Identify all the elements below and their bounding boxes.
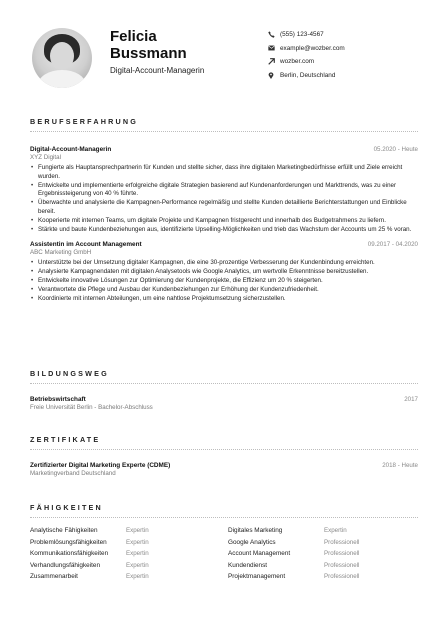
certificates-section <box>30 435 418 477</box>
skill-level: Expertin <box>126 527 149 534</box>
skill-name: Kundendienst <box>228 561 268 569</box>
education-entry <box>30 396 418 411</box>
experience-section <box>30 117 418 303</box>
contact-block <box>268 28 438 82</box>
location-pin-icon <box>268 72 280 79</box>
contact-location <box>268 69 438 82</box>
skill-name: Analytische Fähigkeiten <box>30 527 98 534</box>
bullet-list <box>30 164 418 234</box>
bullet-list <box>30 259 418 303</box>
skill-name: Problemlösungsfähigkeiten <box>30 538 107 546</box>
section-title: BERUFSERFAHRUNG <box>30 117 139 126</box>
entry-dates: 2017 <box>404 396 418 403</box>
bullet-item: • Entwickelte und implementierte erfolgreiche digitale Strategien basierend auf Kundenanforderungen und Markttrends, was zu einer Ergebnissteigerung von 40 % führte. <box>30 182 418 200</box>
section-title: FÄHIGKEITEN <box>30 503 103 512</box>
skill-name: Kommunikationsfähigkeiten <box>30 550 109 558</box>
certificate-entry <box>30 462 418 477</box>
section-divider <box>30 449 418 450</box>
entry-title: Assistentin im Account Management <box>30 241 142 249</box>
skill-name: Zusammenarbeit <box>30 573 78 581</box>
entry-title: Digital-Account-Managerin <box>30 146 112 153</box>
skill-level: Expertin <box>126 550 149 558</box>
profile-photo <box>32 28 92 88</box>
bullet-item: • Analysierte Kampagnendaten mit digitalen Analysetools wie Google Analytics, um wertvolle Erkenntnisse bereitzustellen. <box>30 268 418 277</box>
section-title: ZERTIFIKATE <box>30 435 101 444</box>
skill-name: Verhandlungsfähigkeiten <box>30 561 100 569</box>
entry-dates: 2018 - Heute <box>382 462 418 469</box>
link-icon <box>268 58 280 65</box>
skill-name: Projektmanagement <box>228 573 286 581</box>
education-section <box>30 369 418 411</box>
phone-text: (555) 123-4567 <box>280 31 324 38</box>
first-name: Felicia <box>110 28 157 45</box>
contact-phone <box>268 28 438 41</box>
phone-icon <box>268 31 280 38</box>
skill-level: Expertin <box>324 527 347 534</box>
entry-dates: 09.2017 - 04.2020 <box>367 241 418 249</box>
bullet-item: • Koordinierte mit internen Abteilungen, um eine nahtlose Projektumsetzung sicherzustellen. <box>30 295 418 304</box>
location-text: Berlin, Deutschland <box>280 71 336 79</box>
bullet-item: • Kooperierte mit internen Teams, um digitale Projekte und Kampagnen fristgerecht und innerhalb des Budgetrahmens zu liefern. <box>30 217 418 226</box>
entry-title: Betriebswirtschaft <box>30 396 86 403</box>
entry-issuer: Marketingverband Deutschland <box>30 470 116 477</box>
skill-name: Google Analytics <box>228 538 276 546</box>
skills-section <box>30 503 418 580</box>
bullet-item: • Verantwortete die Pflege und Ausbau der Kundenbeziehungen zur Erhöhung der Kundenzufriedenheit. <box>30 286 418 295</box>
skill-name: Account Management <box>228 550 291 558</box>
entry-company: ABC Marketing GmbH <box>30 249 92 257</box>
entry-institution: Freie Universität Berlin - Bachelor-Abschluss <box>30 404 153 411</box>
email-link[interactable]: example@wozber.com <box>280 44 345 52</box>
skill-level: Professionell <box>324 538 360 546</box>
skill-name: Digitales Marketing <box>228 527 283 534</box>
entry-company: XYZ Digital <box>30 154 61 161</box>
bullet-item: • Stärkte und baute Kundenbeziehungen aus, identifizierte Upselling-Möglichkeiten und trieb das Wachstum der Accounts um 25 % voran. <box>30 226 418 235</box>
skill-level: Professionell <box>324 573 360 581</box>
bullet-item: • Fungierte als Hauptansprechpartnerin für Kunden und stellte sicher, dass ihre digitalen Marketingbedürfnisse erfüllt und Ziele erreicht wurden. <box>30 164 418 182</box>
contact-website <box>268 55 438 68</box>
section-divider <box>30 383 418 384</box>
section-divider <box>30 517 418 518</box>
resume-header <box>0 0 448 100</box>
section-divider <box>30 131 418 132</box>
job-title: Digital-Account-Managerin <box>110 66 205 75</box>
experience-entry <box>30 241 418 303</box>
experience-entry <box>30 146 418 234</box>
bullet-item: • Unterstützte bei der Umsetzung digitaler Kampagnen, die eine 30-prozentige Verbesserung der Kundenbindung erreichten. <box>30 259 418 268</box>
bullet-item: • Entwickelte innovative Lösungen zur Optimierung der Kundenprojekte, die Effizienz um 20 % steigerten. <box>30 277 418 286</box>
entry-title: Zertifizierter Digital Marketing Experte (CDME) <box>30 462 171 469</box>
skill-level: Expertin <box>126 573 149 581</box>
skill-level: Professionell <box>324 561 360 569</box>
bullet-item: • Überwachte und analysierte die Kampagnen-Performance regelmäßig und stellte Kunden detaillierte Berichterstattungen und Einblicke bereit. <box>30 199 418 217</box>
skills-grid <box>30 527 418 580</box>
skill-level: Expertin <box>126 538 149 546</box>
skill-level: Expertin <box>126 561 149 569</box>
last-name: Bussmann <box>110 45 187 62</box>
section-title: BILDUNGSWEG <box>30 369 109 378</box>
mail-icon <box>268 45 280 51</box>
website-link[interactable]: wozber.com <box>280 58 315 65</box>
contact-email <box>268 42 438 55</box>
skill-level: Professionell <box>324 550 360 558</box>
entry-dates: 05.2020 - Heute <box>373 146 418 153</box>
candidate-name <box>110 28 187 62</box>
